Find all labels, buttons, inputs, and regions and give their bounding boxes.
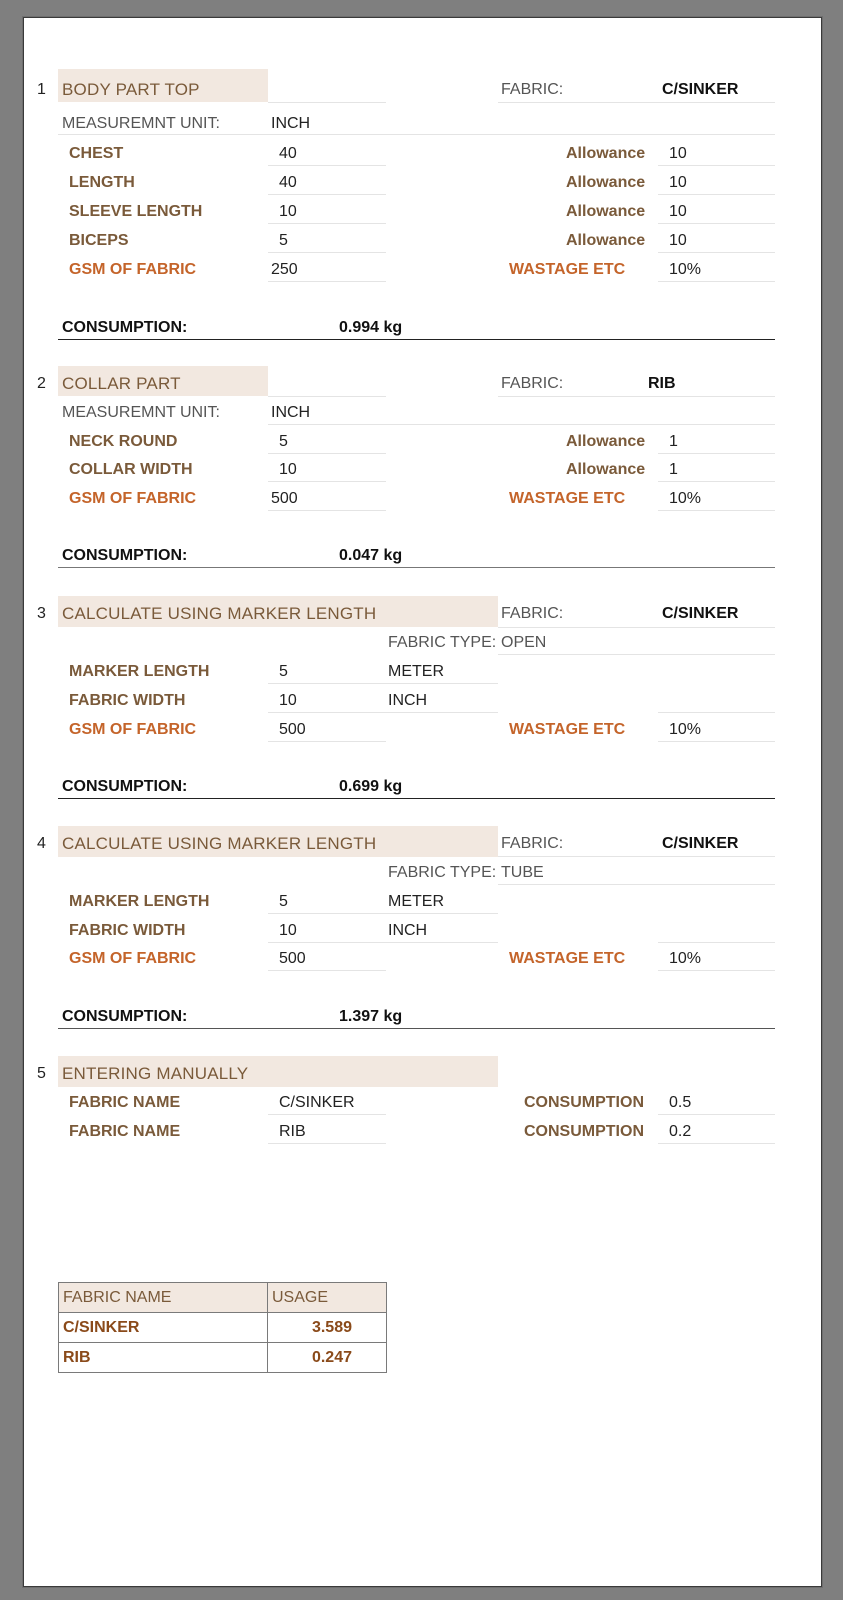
- manual-consumption-value[interactable]: 0.2: [669, 1123, 692, 1140]
- consumption-value: 0.699 kg: [339, 778, 403, 795]
- marker-unit: METER: [388, 663, 444, 680]
- section-1-row-value[interactable]: 5: [279, 232, 288, 249]
- table-header-row: [59, 1283, 387, 1313]
- section-4-number: 4: [37, 835, 46, 852]
- underline: [268, 424, 775, 425]
- section-1-unit-label: MEASUREMNT UNIT:: [62, 115, 220, 132]
- marker-length-value[interactable]: 5: [279, 663, 288, 680]
- section-divider: [58, 798, 775, 799]
- section-1-number: 1: [37, 81, 46, 98]
- fabric-name-cell[interactable]: C/SINKER: [59, 1313, 268, 1343]
- consumption-value: 0.994 kg: [339, 319, 403, 336]
- underline: [268, 913, 386, 914]
- consumption-label: CONSUMPTION:: [62, 778, 188, 795]
- wastage-value[interactable]: 10%: [669, 950, 702, 967]
- section-1-row-label: SLEEVE LENGTH: [69, 203, 203, 220]
- underline: [658, 165, 775, 166]
- section-1-row-label: BICEPS: [69, 232, 129, 249]
- allowance-value[interactable]: 10: [669, 174, 687, 191]
- fabric-name-label: FABRIC NAME: [69, 1094, 181, 1111]
- underline: [268, 165, 386, 166]
- manual-consumption-label: CONSUMPTION: [524, 1094, 644, 1111]
- section-1-row-value[interactable]: 40: [279, 174, 297, 191]
- underline: [658, 942, 775, 943]
- wastage-label: WASTAGE ETC: [509, 490, 626, 507]
- section-1-row-label: LENGTH: [69, 174, 135, 191]
- gsm-value[interactable]: 250: [271, 261, 298, 278]
- underline: [268, 741, 386, 742]
- underline: [268, 102, 386, 103]
- allowance-value[interactable]: 10: [669, 145, 687, 162]
- underline: [658, 481, 775, 482]
- underline: [658, 1143, 775, 1144]
- underline: [498, 884, 775, 885]
- underline: [498, 856, 775, 857]
- underline: [498, 627, 775, 628]
- underline: [386, 942, 498, 943]
- underline: [58, 134, 775, 135]
- underline: [386, 683, 498, 684]
- section-1-unit-value[interactable]: INCH: [271, 115, 311, 132]
- section-2-fabric-label: FABRIC:: [501, 375, 564, 392]
- fabric-width-value[interactable]: 10: [279, 692, 297, 709]
- underline: [658, 281, 775, 282]
- section-2-fabric-value[interactable]: RIB: [648, 375, 676, 392]
- section-2-row-value[interactable]: 10: [279, 461, 297, 478]
- section-2-unit-value[interactable]: INCH: [271, 404, 311, 421]
- consumption-value: 1.397 kg: [339, 1008, 403, 1025]
- underline: [268, 481, 386, 482]
- fabric-name-value[interactable]: RIB: [279, 1123, 306, 1140]
- section-2-number: 2: [37, 375, 46, 392]
- section-2-row-label: COLLAR WIDTH: [69, 461, 193, 478]
- underline: [268, 453, 386, 454]
- section-5-number: 5: [37, 1065, 46, 1082]
- underline: [268, 970, 386, 971]
- underline: [658, 194, 775, 195]
- fabric-width-value[interactable]: 10: [279, 922, 297, 939]
- allowance-label: Allowance: [566, 461, 646, 478]
- underline: [268, 194, 386, 195]
- section-3-fabric-label: FABRIC:: [501, 605, 564, 622]
- underline: [498, 654, 775, 655]
- underline: [658, 223, 775, 224]
- fabric-name-label: FABRIC NAME: [69, 1123, 181, 1140]
- underline: [268, 223, 386, 224]
- allowance-value[interactable]: 1: [669, 433, 678, 450]
- gsm-label: GSM OF FABRIC: [69, 261, 197, 278]
- table-row: [59, 1343, 387, 1373]
- worksheet: [23, 17, 822, 1587]
- allowance-label: Allowance: [566, 145, 646, 162]
- underline: [498, 396, 775, 397]
- section-1-row-label: CHEST: [69, 145, 124, 162]
- section-4-title: CALCULATE USING MARKER LENGTH: [62, 834, 377, 853]
- wastage-value[interactable]: 10%: [669, 721, 702, 738]
- underline: [268, 1143, 386, 1144]
- underline: [268, 510, 386, 511]
- section-5-title: ENTERING MANUALLY: [62, 1064, 249, 1083]
- consumption-label: CONSUMPTION:: [62, 319, 188, 336]
- gsm-label: GSM OF FABRIC: [69, 721, 197, 738]
- fabric-usage-table: [58, 1282, 387, 1373]
- section-divider: [58, 567, 775, 568]
- allowance-value[interactable]: 1: [669, 461, 678, 478]
- underline: [498, 102, 775, 103]
- fabric-type-label: FABRIC TYPE:: [388, 634, 497, 651]
- underline: [658, 453, 775, 454]
- underline: [268, 252, 386, 253]
- allowance-label: Allowance: [566, 232, 646, 249]
- width-unit: INCH: [388, 922, 428, 939]
- allowance-label: Allowance: [566, 174, 646, 191]
- gsm-label: GSM OF FABRIC: [69, 950, 197, 967]
- wastage-label: WASTAGE ETC: [509, 721, 626, 738]
- usage-cell[interactable]: 3.589: [268, 1313, 387, 1343]
- usage-cell[interactable]: 0.247: [268, 1343, 387, 1373]
- gsm-value[interactable]: 500: [279, 950, 306, 967]
- gsm-value[interactable]: 500: [279, 721, 306, 738]
- marker-length-label: MARKER LENGTH: [69, 663, 210, 680]
- fabric-type-value[interactable]: TUBE: [501, 864, 544, 881]
- fabric-name-value[interactable]: C/SINKER: [279, 1094, 355, 1111]
- consumption-label: CONSUMPTION:: [62, 547, 188, 564]
- section-4-fabric-value[interactable]: C/SINKER: [662, 835, 739, 852]
- underline: [268, 712, 386, 713]
- table-row: [59, 1313, 387, 1343]
- section-1-row-value[interactable]: 40: [279, 145, 297, 162]
- section-2-row-value[interactable]: 5: [279, 433, 288, 450]
- manual-consumption-label: CONSUMPTION: [524, 1123, 644, 1140]
- section-4-fabric-label: FABRIC:: [501, 835, 564, 852]
- section-divider: [58, 339, 775, 340]
- underline: [658, 970, 775, 971]
- gsm-value[interactable]: 500: [271, 490, 298, 507]
- underline: [268, 942, 386, 943]
- header-usage: USAGE: [268, 1283, 387, 1313]
- allowance-label: Allowance: [566, 433, 646, 450]
- section-2-title: COLLAR PART: [62, 374, 181, 393]
- marker-length-value[interactable]: 5: [279, 893, 288, 910]
- allowance-label: Allowance: [566, 203, 646, 220]
- fabric-type-label: FABRIC TYPE:: [388, 864, 497, 881]
- section-2-unit-label: MEASUREMNT UNIT:: [62, 404, 220, 421]
- section-1-fabric-label: FABRIC:: [501, 81, 564, 98]
- section-3-fabric-value[interactable]: C/SINKER: [662, 605, 739, 622]
- consumption-label: CONSUMPTION:: [62, 1008, 188, 1025]
- wastage-label: WASTAGE ETC: [509, 261, 626, 278]
- fabric-width-label: FABRIC WIDTH: [69, 922, 186, 939]
- underline: [386, 712, 498, 713]
- fabric-width-label: FABRIC WIDTH: [69, 692, 186, 709]
- section-3-number: 3: [37, 605, 46, 622]
- underline: [658, 252, 775, 253]
- wastage-label: WASTAGE ETC: [509, 950, 626, 967]
- underline: [268, 683, 386, 684]
- section-1-fabric-value[interactable]: C/SINKER: [662, 81, 739, 98]
- section-2-row-label: NECK ROUND: [69, 433, 178, 450]
- underline: [268, 281, 386, 282]
- section-1-row-value[interactable]: 10: [279, 203, 297, 220]
- fabric-type-value[interactable]: OPEN: [501, 634, 547, 651]
- marker-unit: METER: [388, 893, 444, 910]
- underline: [658, 1114, 775, 1115]
- underline: [658, 741, 775, 742]
- allowance-value[interactable]: 10: [669, 232, 687, 249]
- section-divider: [58, 1028, 775, 1029]
- underline: [268, 396, 386, 397]
- underline: [658, 712, 775, 713]
- section-3-title: CALCULATE USING MARKER LENGTH: [62, 604, 377, 623]
- fabric-name-cell[interactable]: RIB: [59, 1343, 268, 1373]
- width-unit: INCH: [388, 692, 428, 709]
- wastage-value[interactable]: 10%: [669, 490, 702, 507]
- underline: [268, 1114, 386, 1115]
- header-fabric-name: FABRIC NAME: [59, 1283, 268, 1313]
- gsm-label: GSM OF FABRIC: [69, 490, 197, 507]
- wastage-value[interactable]: 10%: [669, 261, 702, 278]
- marker-length-label: MARKER LENGTH: [69, 893, 210, 910]
- underline: [386, 913, 498, 914]
- manual-consumption-value[interactable]: 0.5: [669, 1094, 692, 1111]
- consumption-value: 0.047 kg: [339, 547, 403, 564]
- allowance-value[interactable]: 10: [669, 203, 687, 220]
- underline: [658, 510, 775, 511]
- section-1-title: BODY PART TOP: [62, 80, 200, 99]
